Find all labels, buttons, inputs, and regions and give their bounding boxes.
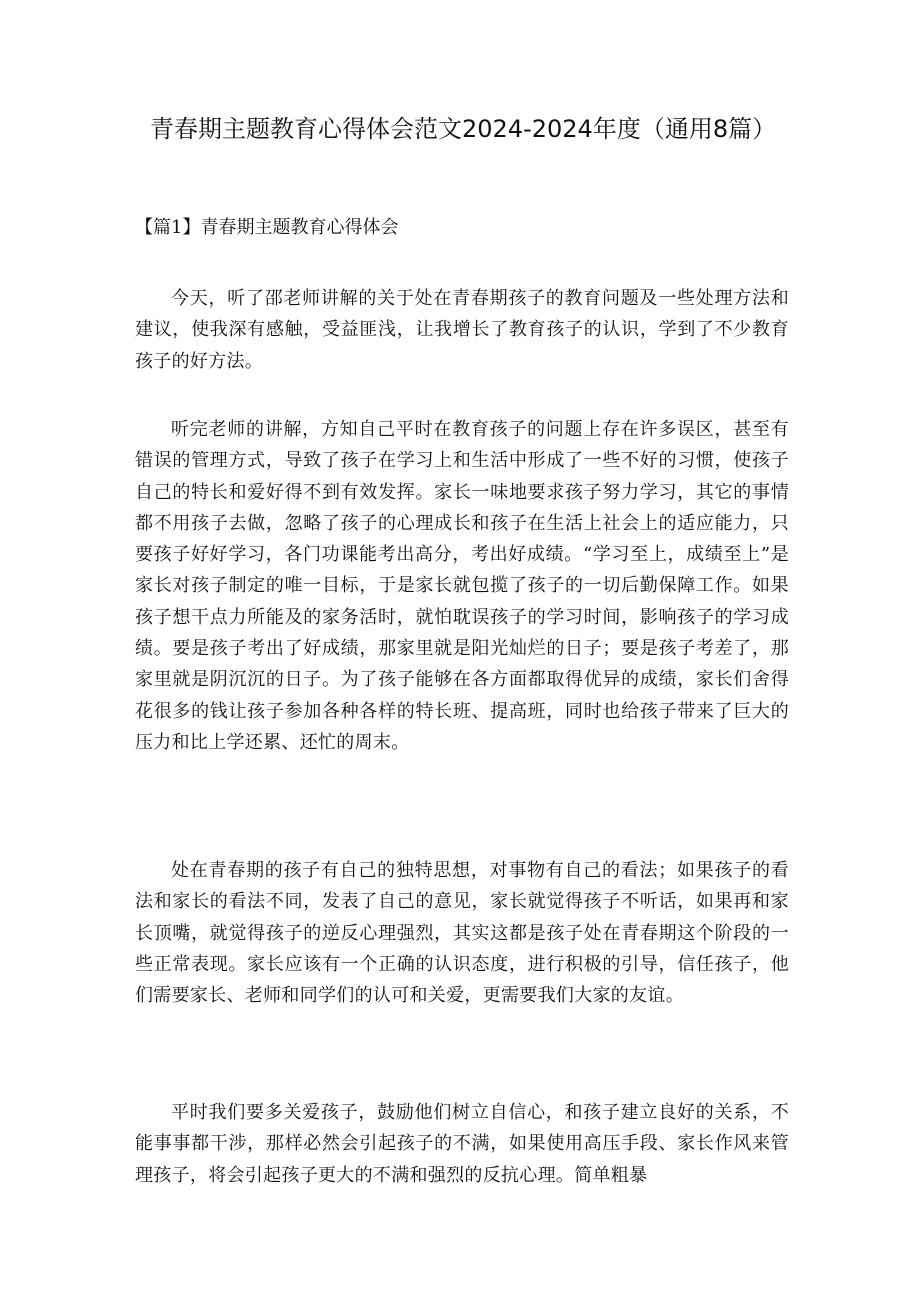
- paragraph: 处在青春期的孩子有自己的独特思想，对事物有自己的看法；如果孩子的看法和家长的看法不同，发表了自己的意见，家长就觉得孩子不听话，如果再和家长顶嘴，就觉得孩子的逆反心理强烈，其实这都是孩子处在青春期这个阶段的一些正常表现。家长应该有一个正确的认识态度，进行积极的引导，信任孩子，他们需要家长、老师和同学们的认可和关爱，更需要我们大家的友谊。: [135, 860, 789, 1007]
- paragraph: 平时我们要多关爱孩子，鼓励他们树立自信心，和孩子建立良好的关系，不能事事都干涉，那样必然会引起孩子的不满，如果使用高压手段、家长作风来管理孩子，将会引起孩子更大的不满和强烈的反抗心理。简单粗暴: [135, 1102, 789, 1186]
- section-heading: 【篇1】青春期主题教育心得体会: [135, 217, 399, 238]
- paragraph: 今天，听了邵老师讲解的关于处在青春期孩子的教育问题及一些处理方法和建议，使我深有感触，受益匪浅，让我增长了教育孩子的认识，学到了不少教育孩子的好方法。: [135, 288, 789, 372]
- document-title: 青春期主题教育心得体会范文2024-2024年度（通用8篇）: [150, 115, 777, 143]
- paragraph: 听完老师的讲解，方知自己平时在教育孩子的问题上存在许多误区，甚至有错误的管理方式，导致了孩子在学习上和生活中形成了一些不好的习惯，使孩子自己的特长和爱好得不到有效发挥。家长一味地要求孩子努力学习，其它的事情都不用孩子去做，忽略了孩子的心理成长和孩子在生活上社会上的适应能力，只要孩子好好学习，各门功课能考出高分，考出好成绩。“学习至上，成绩至上”是家长对孩子制定的唯一目标，于是家长就包揽了孩子的一切后勤保障工作。如果孩子想干点力所能及的家务活时，就怕耽误孩子的学习时间，影响孩子的学习成绩。要是孩子考出了好成绩，那家里就是阳光灿烂的日子；要是孩子考差了，那家里就是阴沉沉的日子。为了孩子能够在各方面都取得优异的成绩，家长们舍得花很多的钱让孩子参加各种各样的特长班、提高班，同时也给孩子带来了巨大的压力和比上学还累、还忙的周末。: [135, 419, 789, 753]
